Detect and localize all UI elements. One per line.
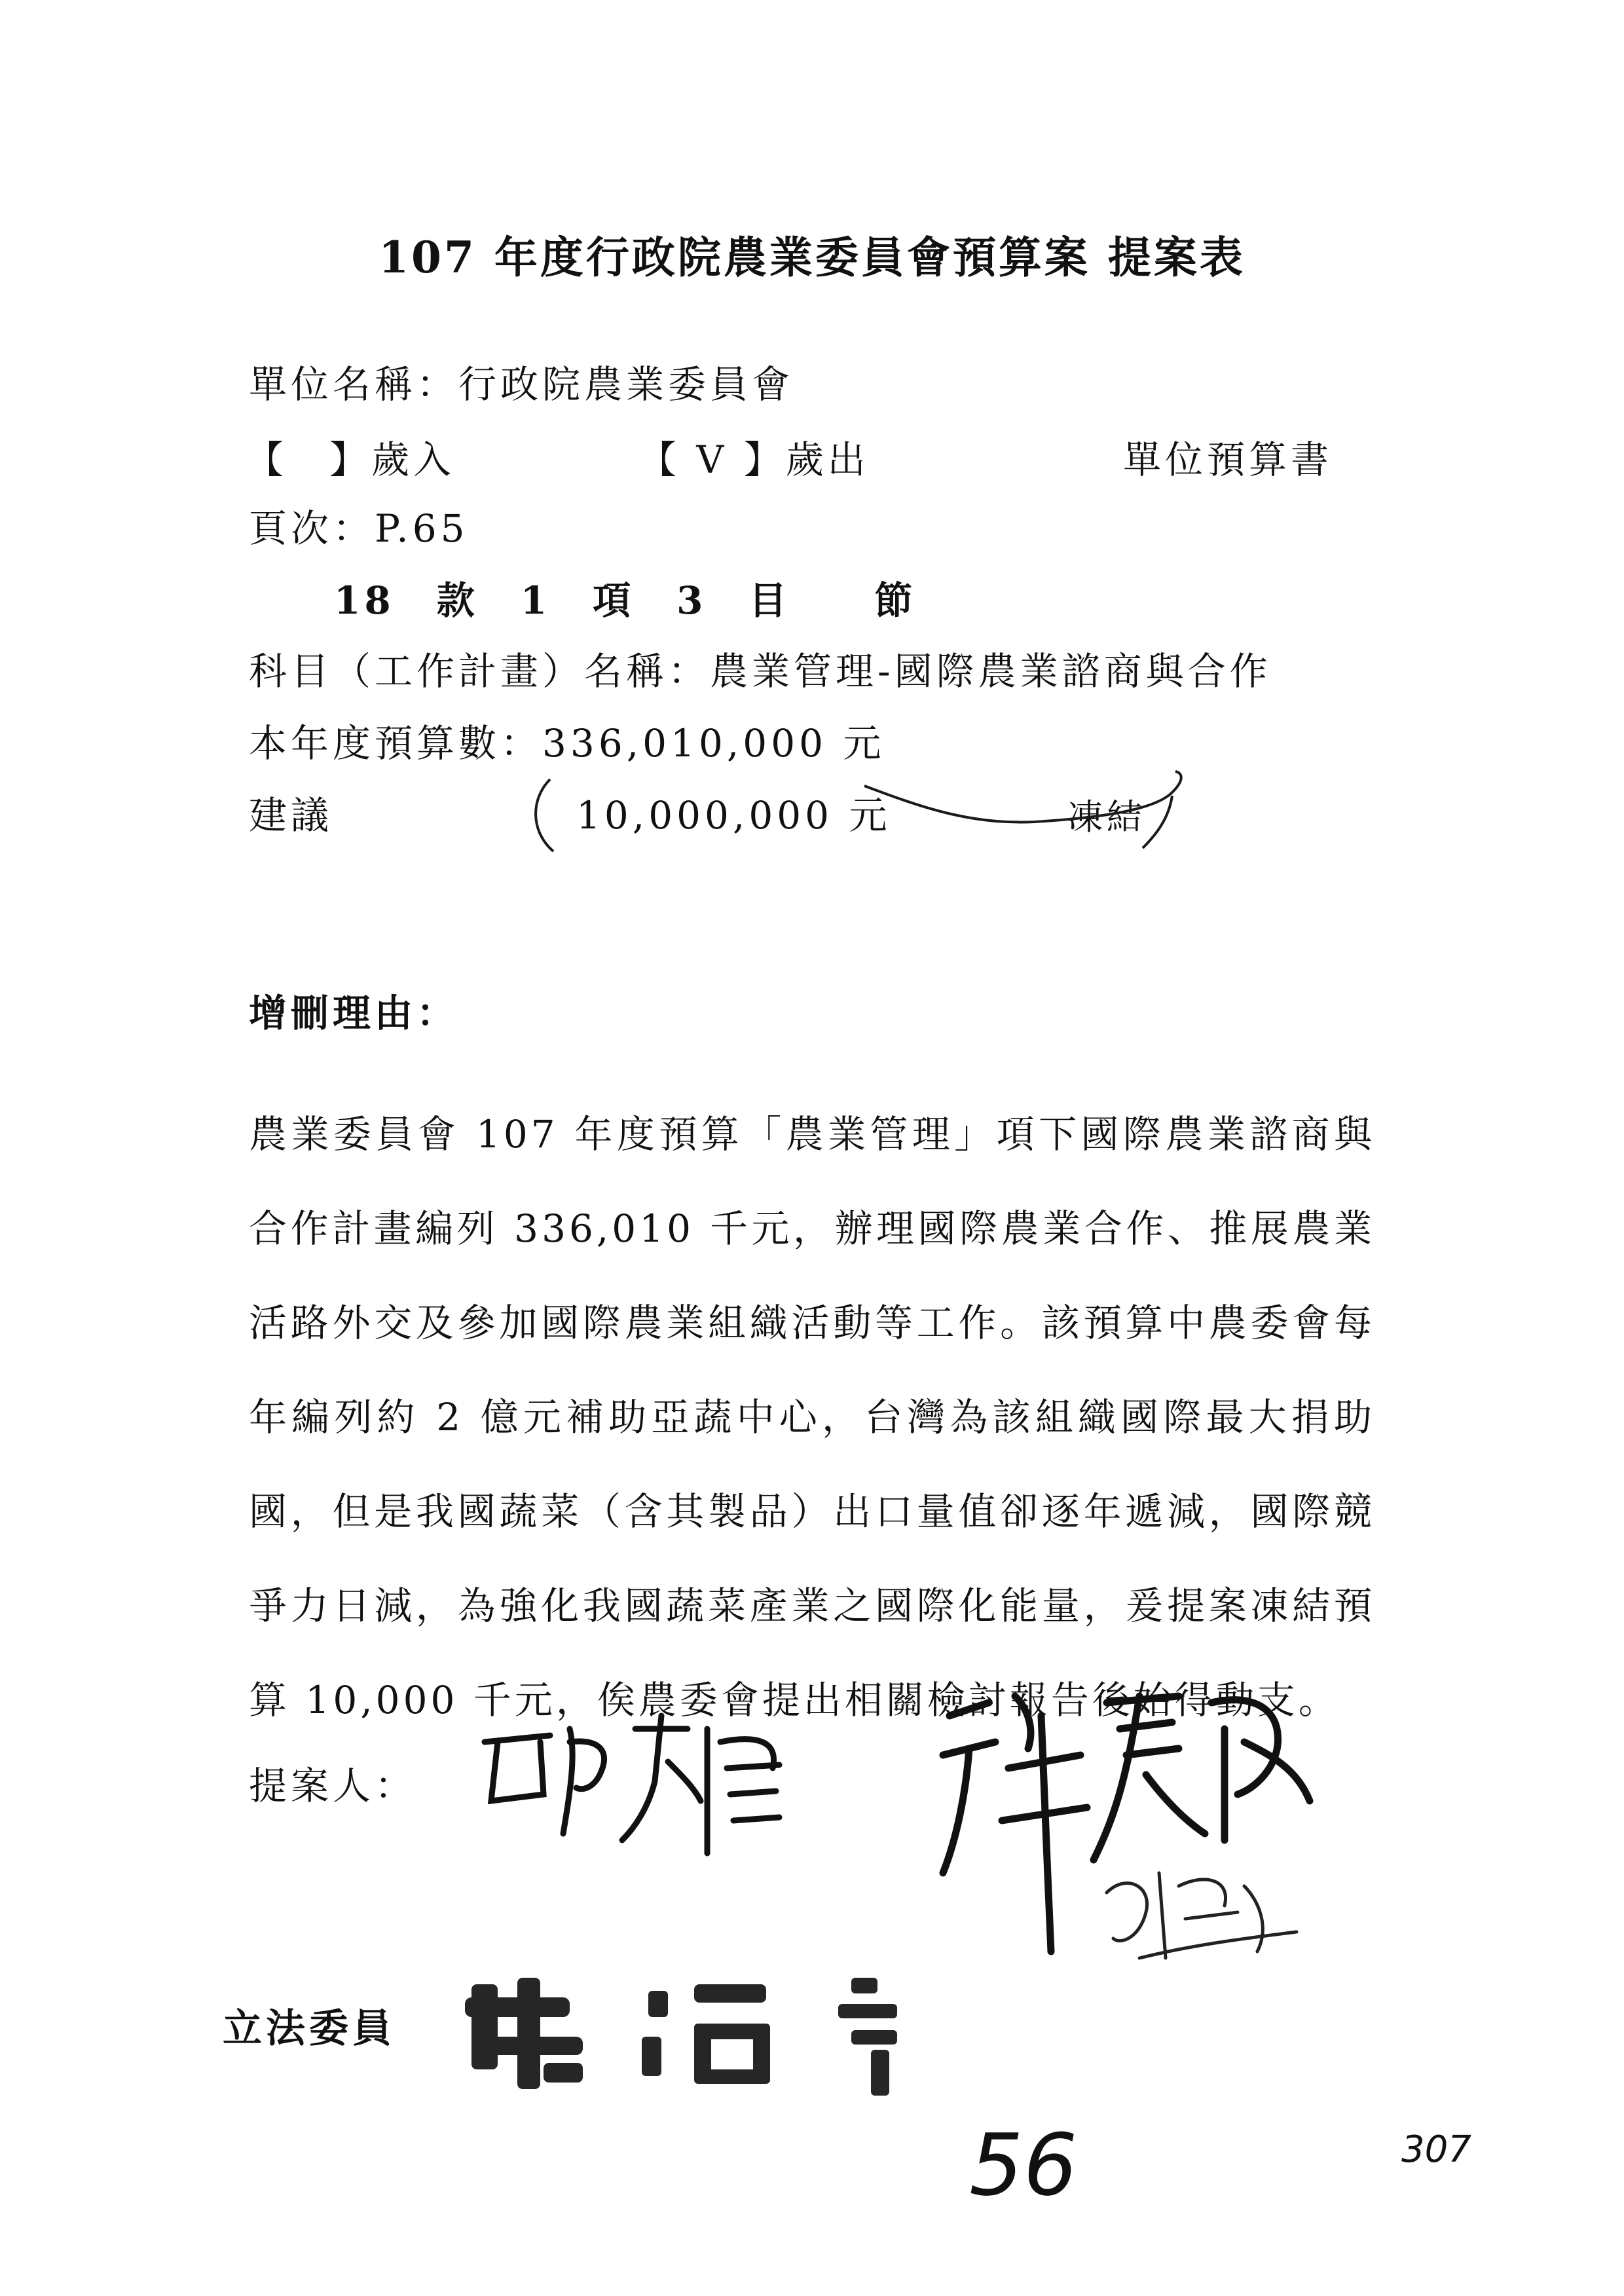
budget-row bbox=[249, 713, 885, 768]
page-ref-value: P.65 bbox=[375, 506, 469, 551]
budget-book-label: 單位預算書 bbox=[1123, 437, 1333, 482]
suggest-label: 建議 bbox=[249, 793, 333, 838]
reason-paragraph: 農業委員會 107 年度預算「農業管理」項下國際農業諮商與合作計畫編列 336,010 千元，辦理國際農業合作、推展農業活路外交及參加國際農業組織活動等工作。該預算中農委會每年編列約 2 億元補助亞蔬中心，台灣為該組織國際最大捐助國，但是我國蔬菜（含其製品）出口量值卻逐年遞減，國際競爭力日減，為強化我國蔬菜產業之國際化能量，爰提案凍結預算 10,000 千元，俟農委會提出相關檢討報告後始得動支。 bbox=[249, 1112, 1375, 1722]
revenue-checkbox: 【 】歲入 bbox=[246, 437, 456, 482]
subject-row bbox=[249, 640, 1272, 695]
page-number: 307 bbox=[1401, 2128, 1471, 2171]
proposer-signature-2 bbox=[930, 1676, 1336, 1991]
budget-label: 本年度預算數： bbox=[249, 721, 543, 766]
suggest-amount: 10,000,000 元 bbox=[576, 793, 891, 838]
subject-value: 農業管理-國際農業諮商與合作 bbox=[710, 649, 1272, 694]
unit-name-value: 行政院農業委員會 bbox=[458, 362, 794, 407]
handwritten-loop-mark bbox=[524, 766, 1192, 858]
legislator-seal-stamp bbox=[458, 1958, 982, 2102]
proposer-signature-1 bbox=[471, 1703, 799, 1873]
reason-heading: 增刪理由： bbox=[249, 991, 459, 1035]
unit-name-label: 單位名稱： bbox=[249, 362, 459, 407]
document-title: 107 年度行政院農業委員會預算案 提案表 bbox=[378, 232, 1246, 283]
signature-count: 56 bbox=[969, 2115, 1078, 2215]
budget-value: 336,010,000 元 bbox=[542, 721, 885, 766]
suggest-action: 凍結 bbox=[1067, 796, 1146, 838]
expenditure-checkbox: 【 V 】歲出 bbox=[638, 437, 870, 482]
proposer-label: 提案人： bbox=[249, 1764, 417, 1808]
subject-label: 科目（工作計畫）名稱： bbox=[249, 649, 710, 694]
legislator-label: 立法委員 bbox=[223, 2006, 396, 2052]
page-ref-row bbox=[249, 498, 469, 553]
page-ref-label: 頁次： bbox=[249, 506, 375, 551]
section-line: 18 款 1 項 3 目 節 bbox=[334, 578, 917, 623]
unit-name-row bbox=[249, 354, 794, 409]
